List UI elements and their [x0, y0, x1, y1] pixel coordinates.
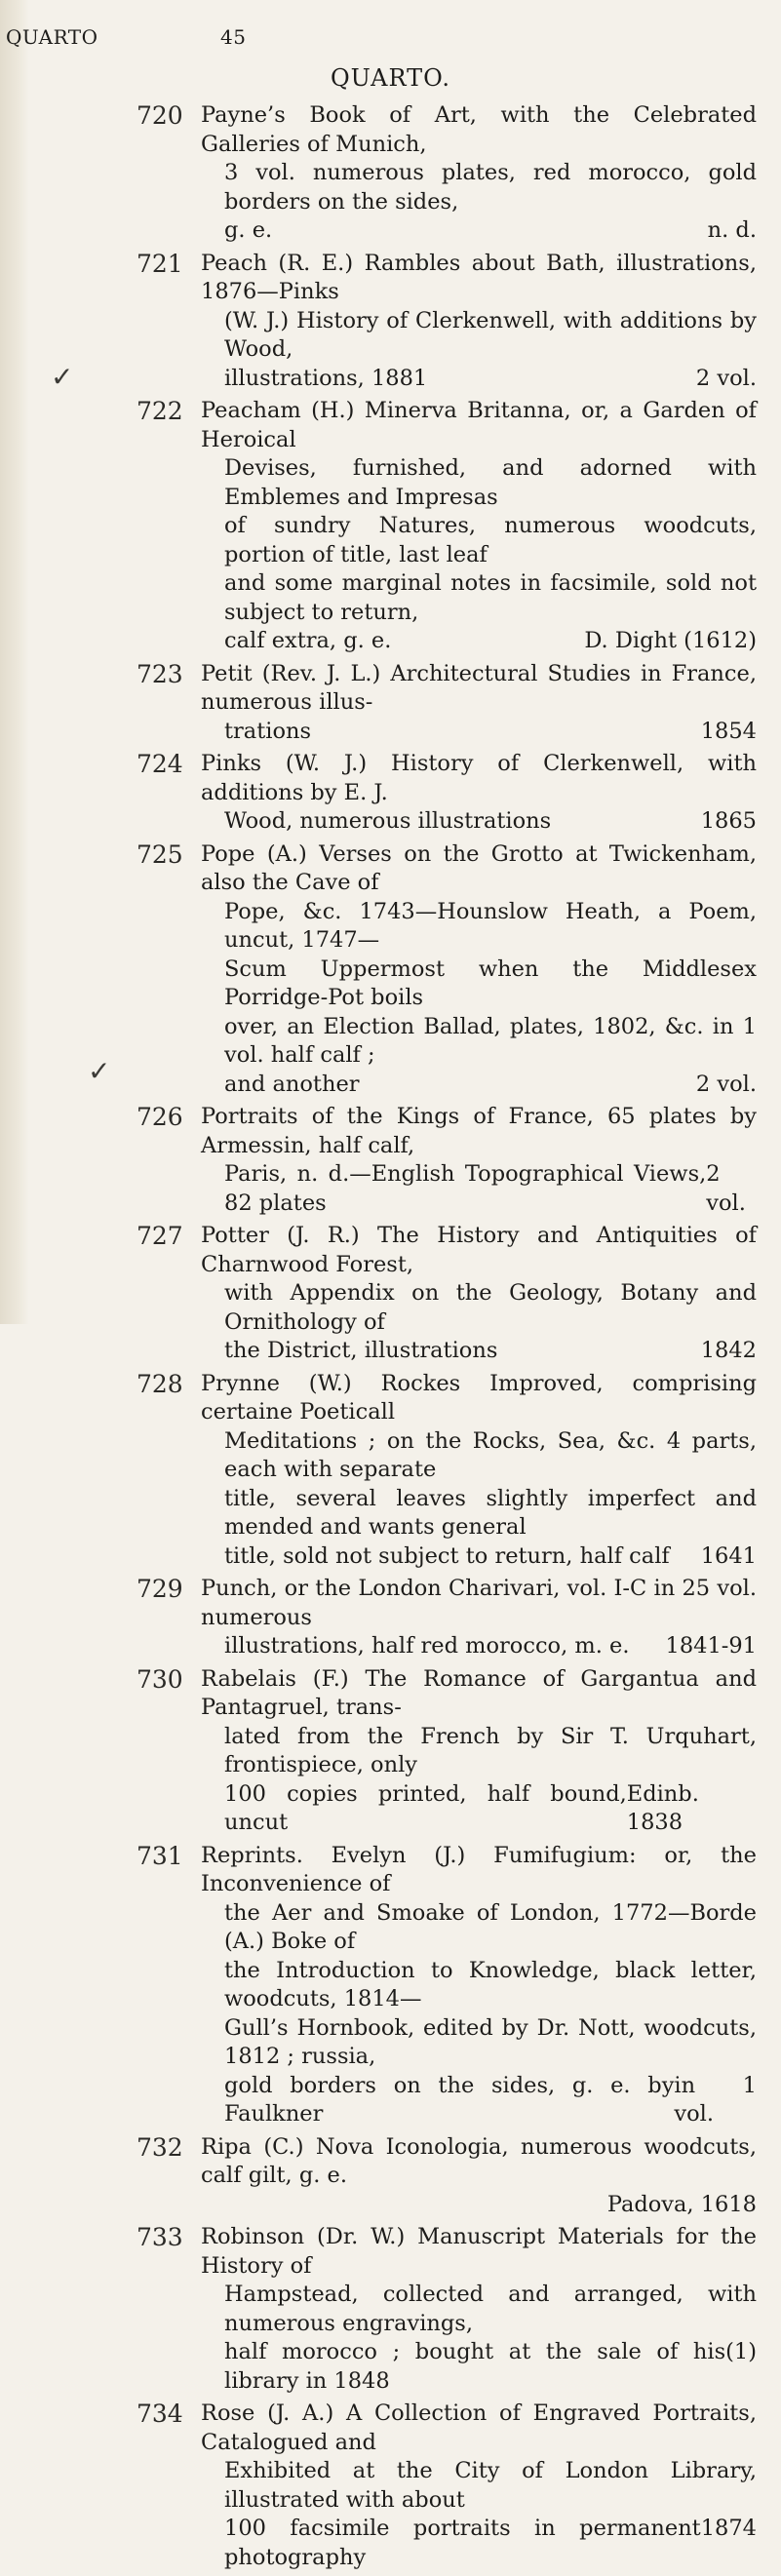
- catalogue-entry: [0, 2133, 781, 2220]
- entry-date-or-volume: 2 vol.: [706, 1161, 746, 1216]
- section-title: QUARTO.: [330, 64, 451, 92]
- entry-line: Reprints. Evelyn (J.) Fumifugium: or, the Inconvenience of: [201, 1842, 757, 1896]
- entry-date-or-volume: 2 vol.: [695, 365, 757, 391]
- lot-number: 734: [137, 2400, 183, 2428]
- lot-number: 722: [137, 397, 183, 425]
- catalogue-entry: [0, 2400, 781, 2572]
- lot-number: 721: [137, 249, 183, 278]
- lot-number: 728: [137, 1369, 183, 1398]
- entry-line: Rabelais (F.) The Romance of Gargantua and Pantagruel, trans-: [201, 1665, 757, 1720]
- entry-line: Ripa (C.) Nova Iconologia, numerous woodcuts, calf gilt, g. e.: [201, 2133, 757, 2188]
- entry-line: Punch, or the London Charivari, vol. I-C in 25 vol. numerous: [201, 1576, 757, 1630]
- entry-final-line: [201, 718, 757, 747]
- entry-line: Pinks (W. J.) History of Clerkenwell, with additions by E. J.: [201, 751, 757, 805]
- entry-final-text: Wood, numerous illustrations: [224, 808, 552, 834]
- entry-final-text: g. e.: [224, 217, 273, 243]
- entry-final-text: illustrations, 1881: [224, 365, 428, 391]
- entry-final-text: 100 facsimile portraits in permanent photography: [224, 2516, 701, 2570]
- entry-description: [201, 1370, 757, 1572]
- entry-final-line: [201, 2072, 757, 2129]
- entry-line: Prynne (W.) Rockes Improved, comprising certaine Poeticall: [201, 1370, 757, 1425]
- entry-final-text: Paris, n. d.—English Topographical Views, 82 plates: [224, 1161, 707, 1216]
- entry-date-or-volume: 1854: [700, 718, 757, 744]
- running-head: [0, 25, 781, 55]
- entry-description: [201, 1103, 757, 1218]
- entry-date-or-volume: 1641: [700, 1542, 757, 1569]
- entry-line: of sundry Natures, numerous woodcuts, portion of title, last leaf: [224, 513, 757, 567]
- entry-description: [201, 2133, 757, 2220]
- lot-number: 720: [137, 101, 183, 130]
- entry-line: Pope, &c. 1743—Hounslow Heath, a Poem, uncut, 1747—: [224, 898, 757, 953]
- catalogue-entry: [0, 750, 781, 837]
- entry-line: and some marginal notes in facsimile, sold not subject to return,: [224, 570, 757, 625]
- entry-line: title, several leaves slightly imperfect and mended and wants general: [224, 1485, 757, 1540]
- catalogue-entry: [0, 1842, 781, 2129]
- catalogue-entry: [0, 101, 781, 246]
- entry-final-line: [201, 1337, 757, 1366]
- entry-date-or-volume: 1841-91: [665, 1633, 757, 1659]
- catalogue-entry: [0, 1222, 781, 1366]
- entry-final-line: [201, 216, 757, 246]
- entry-line: Peacham (H.) Minerva Britanna, or, a Garden of Heroical: [201, 398, 757, 452]
- lot-number: 724: [137, 750, 183, 778]
- lot-number: 730: [137, 1664, 183, 1694]
- lot-number: 725: [137, 839, 183, 869]
- entry-line: Peach (R. E.) Rambles about Bath, illustrations, 1876—Pinks: [201, 250, 757, 304]
- entry-line: with Appendix on the Geology, Botany and Ornithology of: [224, 1280, 757, 1335]
- entry-description: [201, 2400, 757, 2572]
- entry-description: [201, 840, 757, 1100]
- catalogue-entry: [0, 1575, 781, 1661]
- entry-line: the Aer and Smoake of London, 1772—Borde (A.) Boke of: [224, 1899, 757, 1954]
- entry-final-text: 100 copies printed, half bound, uncut: [224, 1780, 627, 1835]
- entry-line: Potter (J. R.) The History and Antiquities of Charnwood Forest,: [201, 1223, 757, 1277]
- lot-number: 733: [137, 2223, 183, 2251]
- entry-description: [201, 101, 757, 246]
- lot-number: 731: [137, 1841, 183, 1870]
- entry-line: Portraits of the Kings of France, 65 plates by Armessin, half calf,: [201, 1104, 757, 1158]
- catalogue-entry: [0, 660, 781, 747]
- catalogue-entry: [0, 250, 781, 394]
- entry-line: Payne’s Book of Art, with the Celebrated Galleries of Munich,: [201, 102, 757, 157]
- entry-final-line: [201, 1542, 757, 1572]
- entry-date-or-volume: 1842: [700, 1338, 757, 1363]
- entry-final-line: [201, 2191, 757, 2220]
- catalogue-entry: [0, 1665, 781, 1838]
- entry-date-or-volume: 1874: [700, 2516, 757, 2541]
- entry-final-text: half morocco ; bought at the sale of his library in 1848: [224, 2339, 726, 2394]
- entry-description: [201, 1665, 757, 1838]
- entry-description: [201, 250, 757, 394]
- entry-line: Hampstead, collected and arranged, with numerous engravings,: [224, 2282, 757, 2336]
- entry-final-line: [201, 2338, 757, 2396]
- entry-line: (W. J.) History of Clerkenwell, with additions by Wood,: [224, 307, 757, 362]
- entry-line: Pope (A.) Verses on the Grotto at Twickenham, also the Cave of: [201, 840, 757, 895]
- lot-number: 727: [137, 1222, 183, 1250]
- entry-description: [201, 1575, 757, 1661]
- page-number: 45: [220, 25, 247, 49]
- entry-final-text: title, sold not subject to return, half calf: [224, 1542, 670, 1569]
- entry-final-text: illustrations, half red morocco, m. e.: [224, 1633, 630, 1659]
- entry-line: Devises, furnished, and adorned with Emblemes and Impresas: [224, 455, 757, 510]
- entry-line: the Introduction to Knowledge, black letter, woodcuts, 1814—: [224, 1957, 757, 2011]
- entry-date-or-volume: n. d.: [707, 217, 757, 243]
- entry-final-line: [201, 1780, 757, 1838]
- entry-date-or-volume: Padova, 1618: [606, 2191, 757, 2217]
- entry-line: lated from the French by Sir T. Urquhart, frontispiece, only: [224, 1723, 757, 1777]
- entry-date-or-volume: 1865: [700, 808, 757, 834]
- entry-date-or-volume: 2 vol.: [695, 1071, 757, 1097]
- catalogue-entry: [0, 2223, 781, 2396]
- entry-date-or-volume: in 1 vol.: [674, 2072, 757, 2127]
- entry-line: Exhibited at the City of London Library, illustrated with about: [224, 2458, 757, 2513]
- entry-final-line: [201, 1071, 757, 1100]
- catalogue-entry: [0, 1370, 781, 1572]
- entry-line: Meditations ; on the Rocks, Sea, &c. 4 parts, each with separate: [224, 1427, 757, 1482]
- entry-date-or-volume: Edinb. 1838: [626, 1780, 699, 1835]
- entry-final-text: the District, illustrations: [224, 1338, 498, 1363]
- entry-final-line: [201, 365, 757, 394]
- entry-final-text: gold borders on the sides, g. e. by Faulkner: [224, 2072, 675, 2127]
- entry-line: 3 vol. numerous plates, red morocco, gold borders on the sides,: [224, 160, 757, 215]
- entry-line: over, an Election Ballad, plates, 1802, &c. in 1 vol. half calf ;: [224, 1013, 757, 1068]
- pencil-tick-mark: ✓: [88, 1055, 111, 1087]
- entry-description: [201, 1842, 757, 2129]
- entry-line: Rose (J. A.) A Collection of Engraved Portraits, Catalogued and: [201, 2400, 757, 2455]
- entry-final-line: [201, 2515, 757, 2572]
- lot-number: 723: [137, 659, 183, 688]
- entry-description: [201, 660, 757, 747]
- entry-final-line: [201, 627, 757, 656]
- lot-number: 732: [137, 2132, 183, 2162]
- catalogue-entry: [0, 1103, 781, 1218]
- entry-final-line: [201, 807, 757, 837]
- entry-description: [201, 750, 757, 837]
- entry-line: Robinson (Dr. W.) Manuscript Materials for the History of: [201, 2224, 757, 2279]
- entry-line: Petit (Rev. J. L.) Architectural Studies in France, numerous illus-: [201, 660, 757, 715]
- running-head-section: QUARTO: [6, 25, 98, 49]
- entry-description: [201, 1222, 757, 1366]
- entry-final-line: [201, 1632, 757, 1661]
- entry-final-text: calf extra, g. e.: [224, 628, 392, 653]
- entry-description: [201, 2223, 757, 2396]
- entry-description: [201, 397, 757, 656]
- entry-final-text: trations: [224, 718, 312, 744]
- entry-final-line: [201, 1160, 757, 1218]
- pencil-tick-mark: ✓: [51, 361, 74, 393]
- catalogue-entry: [0, 840, 781, 1100]
- entry-date-or-volume: (1): [725, 2339, 757, 2364]
- entry-final-text: and another: [224, 1071, 360, 1097]
- lot-number: 729: [137, 1575, 183, 1603]
- catalogue-entry: [0, 397, 781, 656]
- entry-line: Scum Uppermost when the Middlesex Porridge-Pot boils: [224, 956, 757, 1010]
- entry-line: Gull’s Hornbook, edited by Dr. Nott, woodcuts, 1812 ; russia,: [224, 2014, 757, 2069]
- entry-date-or-volume: D. Dight (1612): [584, 628, 757, 653]
- catalogue-entries: [0, 101, 781, 2576]
- lot-number: 726: [137, 1103, 183, 1131]
